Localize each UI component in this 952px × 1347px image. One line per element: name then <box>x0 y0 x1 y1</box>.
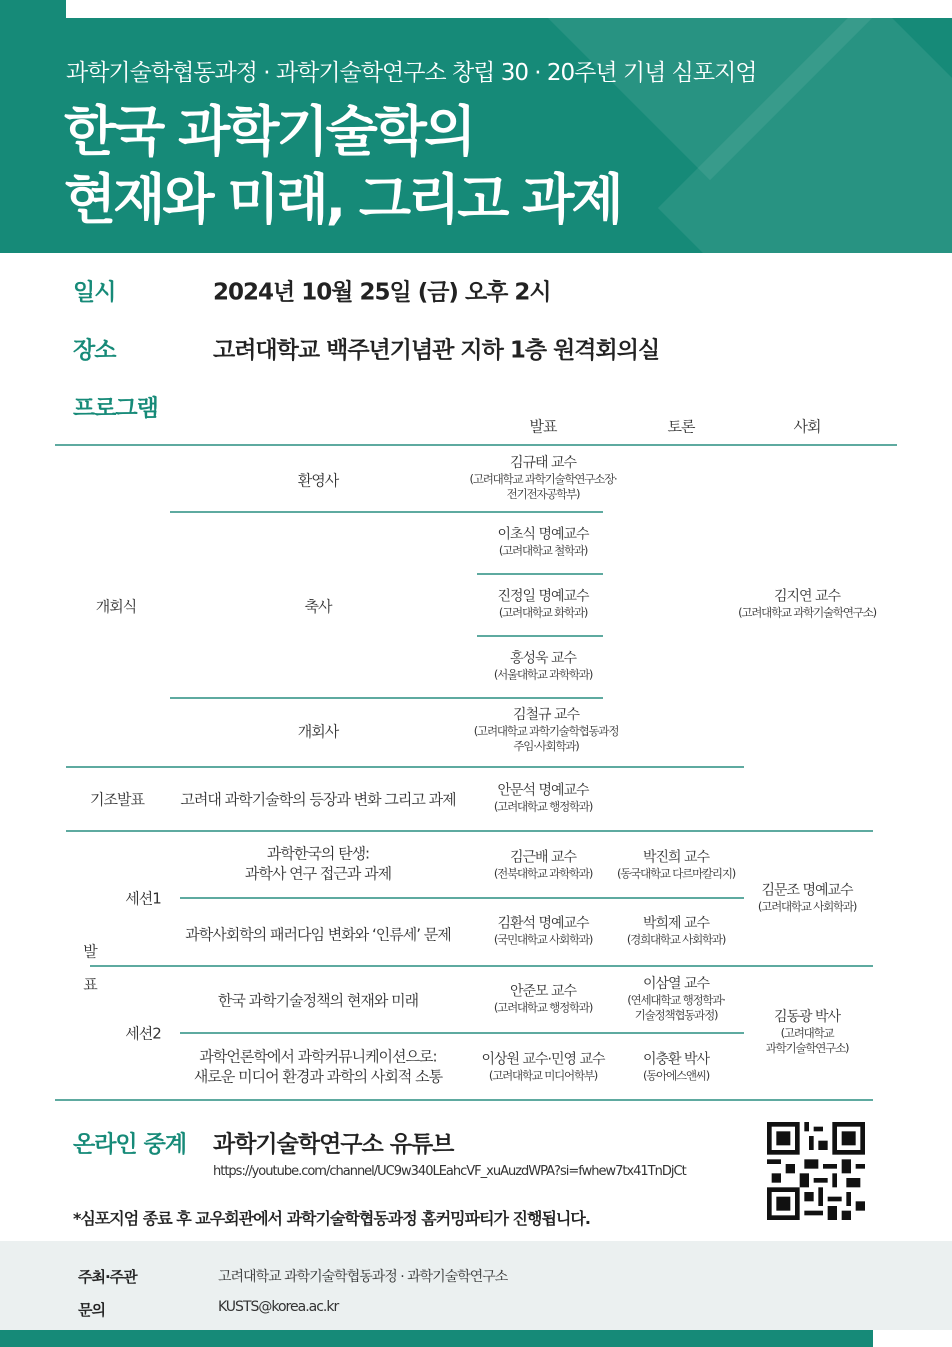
header-subtitle: 과학기술학협동과정 · 과학기술학연구소 창립 30 · 20주년 기념 심포지엄 <box>66 60 757 86</box>
discussant: 박진희 교수 (동국대학교 다르마칼리지) <box>616 849 736 881</box>
divider <box>180 1032 744 1034</box>
divider <box>66 830 873 832</box>
speaker: 김규태 교수 (고려대학교 과학기술학연구소장· 전기전자공학부) <box>469 454 617 502</box>
divider <box>66 766 744 768</box>
divider <box>170 697 603 699</box>
col-header-moderator: 사회 <box>793 417 821 436</box>
host-label: 주최·주관 <box>78 1268 137 1286</box>
footer-bar <box>0 1330 873 1347</box>
speaker: 이초식 명예교수 (고려대학교 철학과) <box>497 526 589 558</box>
place-label: 장소 <box>73 337 116 364</box>
session-topic: 과학한국의 탄생: 과학사 연구 접근과 과제 <box>244 844 392 882</box>
speaker: 이상원 교수·민영 교수 (고려대학교 미디어학부) <box>481 1051 605 1083</box>
discussant: 이삼열 교수 (연세대학교 행정학과· 기술정책협동과정) <box>627 975 725 1023</box>
col-header-presentation: 발표 <box>529 417 557 436</box>
divider <box>90 965 873 967</box>
speaker: 김환석 명예교수 (국민대학교 사회학과) <box>493 915 593 947</box>
divider <box>477 635 603 637</box>
keynote-topic: 고려대 과학기술학의 등장과 변화 그리고 과제 <box>180 790 456 809</box>
place-value: 고려대학교 백주년기념관 지하 1층 원격회의실 <box>213 337 660 364</box>
program-label: 프로그램 <box>73 395 158 422</box>
keynote-label: 기조발표 <box>90 790 144 809</box>
host-value: 고려대학교 과학기술학협동과정 · 과학기술학연구소 <box>218 1269 508 1285</box>
homecoming-note: *심포지엄 종료 후 교우회관에서 과학기술학협동과정 홈커밍파티가 진행됩니다. <box>73 1209 590 1228</box>
contact-label: 문의 <box>78 1301 105 1319</box>
opening-label: 개회식 <box>95 597 137 616</box>
session-topic: 과학언론학에서 과학커뮤니케이션으로: 새로운 미디어 환경과 과학의 사회적 소통 <box>193 1047 443 1085</box>
discussant: 이충환 박사 (동아에스앤씨) <box>642 1051 710 1083</box>
col-header-discussion: 토론 <box>667 417 695 436</box>
speaker: 안준모 교수 (고려대학교 행정학과) <box>493 983 593 1015</box>
session-topic: 한국 과학기술정책의 현재와 미래 <box>217 991 419 1010</box>
header-banner <box>0 18 952 253</box>
session1-label: 세션1 <box>125 889 161 908</box>
session2-label: 세션2 <box>125 1024 161 1043</box>
qr-code-icon[interactable] <box>767 1122 865 1220</box>
online-channel[interactable]: 과학기술학연구소 유튜브 <box>213 1131 454 1158</box>
online-label: 온라인 중계 <box>73 1131 187 1158</box>
title-line-1: 한국 과학기술학의 <box>64 100 474 163</box>
speaker: 안문석 명예교수 (고려대학교 행정학과) <box>493 782 593 814</box>
speaker: 진정일 명예교수 (고려대학교 화학과) <box>497 588 589 620</box>
welcome-label: 환영사 <box>297 471 339 490</box>
presentation-label-1: 발 <box>83 942 97 961</box>
moderator: 김동광 박사 (고려대학교 과학기술학연구소) <box>765 1008 849 1056</box>
divider <box>55 1099 873 1101</box>
divider <box>180 897 744 899</box>
congrats-label: 축사 <box>304 597 332 616</box>
moderator: 김지연 교수 (고려대학교 과학기술학연구소) <box>738 588 876 620</box>
title-line-2: 현재와 미래, 그리고 과제 <box>64 168 621 231</box>
contact-email-link[interactable]: KUSTS@korea.ac.kr <box>218 1299 339 1315</box>
divider <box>55 444 897 446</box>
session-topic: 과학사회학의 패러다임 변화와 ‘인류세’ 문제 <box>185 925 451 944</box>
speaker: 김근배 교수 (전북대학교 과학학과) <box>493 849 593 881</box>
presentation-label-2: 표 <box>83 975 97 994</box>
date-label: 일시 <box>73 279 116 306</box>
date-value: 2024년 10월 25일 (금) 오후 2시 <box>213 279 551 306</box>
divider <box>170 511 603 513</box>
speaker: 김철규 교수 (고려대학교 과학기술학협동과정 주임·사회학과) <box>473 706 619 754</box>
page-title <box>64 98 621 234</box>
header-notch <box>0 0 66 20</box>
youtube-url-link[interactable]: https://youtube.com/channel/UC9w340LEahcVF_xuAuzdWPA?si=fwhew7tx41TnDjCt <box>213 1164 686 1179</box>
opening-address-label: 개회사 <box>297 722 339 741</box>
speaker: 홍성욱 교수 (서울대학교 과학학과) <box>493 650 593 682</box>
moderator: 김문조 명예교수 (고려대학교 사회학과) <box>757 882 857 914</box>
discussant: 박희제 교수 (경희대학교 사회학과) <box>626 915 726 947</box>
divider <box>477 573 603 575</box>
